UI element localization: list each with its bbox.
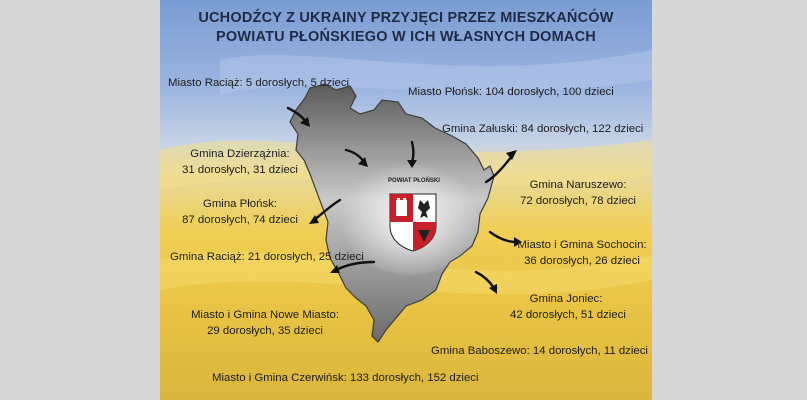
sochocin-count: 36 dorosłych, 26 dzieci	[524, 255, 640, 267]
label-raciaz-city: Miasto Raciąż: 5 dorosłych, 5 dzieci	[168, 77, 350, 89]
headline-line2: POWIATU PŁOŃSKIEGO W ICH WŁASNYCH DOMACH	[216, 29, 596, 45]
right-margin	[652, 0, 807, 400]
label-naruszewo	[512, 178, 644, 208]
label-raciaz-gmina: Gmina Raciąż: 21 dorosłych, 25 dzieci	[170, 251, 364, 263]
label-joniec	[510, 292, 626, 322]
label-plonsk-city: Miasto Płońsk: 104 dorosłych, 100 dzieci	[408, 86, 614, 98]
naruszewo-count: 72 dorosłych, 78 dzieci	[520, 195, 636, 207]
label-sochocin	[512, 238, 652, 268]
poster	[160, 0, 652, 400]
joniec-count: 42 dorosłych, 51 dzieci	[510, 309, 626, 321]
left-margin	[0, 0, 160, 400]
label-baboszewo: Gmina Baboszewo: 14 dorosłych, 11 dzieci	[431, 345, 648, 357]
sochocin-name: Miasto i Gmina Sochocin:	[517, 239, 647, 251]
label-plonsk-gmina	[170, 197, 310, 227]
headline-line1: UCHODŹCY Z UKRAINY PRZYJĘCI PRZEZ MIESZKAŃCÓW	[198, 10, 614, 26]
plonsk-gmina-name: Gmina Płońsk:	[202, 198, 278, 210]
label-dzierzaznia	[160, 147, 320, 177]
joniec-name: Gmina Joniec:	[529, 293, 603, 305]
label-zaluski: Gmina Załuski: 84 dorosłych, 122 dzieci	[442, 123, 644, 135]
nowe-miasto-name: Miasto i Gmina Nowe Miasto:	[190, 309, 340, 321]
plonsk-gmina-count: 87 dorosłych, 74 dzieci	[182, 214, 298, 226]
dzierzaznia-count: 31 dorosłych, 31 dzieci	[182, 164, 298, 176]
nowe-miasto-count: 29 dorosłych, 35 dzieci	[207, 325, 323, 337]
coat-of-arms-icon	[388, 190, 438, 252]
dzierzaznia-name: Gmina Dzierzążnia:	[190, 148, 290, 160]
label-czerwinsk: Miasto i Gmina Czerwińsk: 133 dorosłych, 152 dzieci	[212, 372, 479, 384]
label-nowe-miasto	[180, 308, 350, 338]
crest-label: POWIAT PŁOŃSKI	[388, 178, 440, 184]
naruszewo-name: Gmina Naruszewo:	[529, 179, 627, 191]
